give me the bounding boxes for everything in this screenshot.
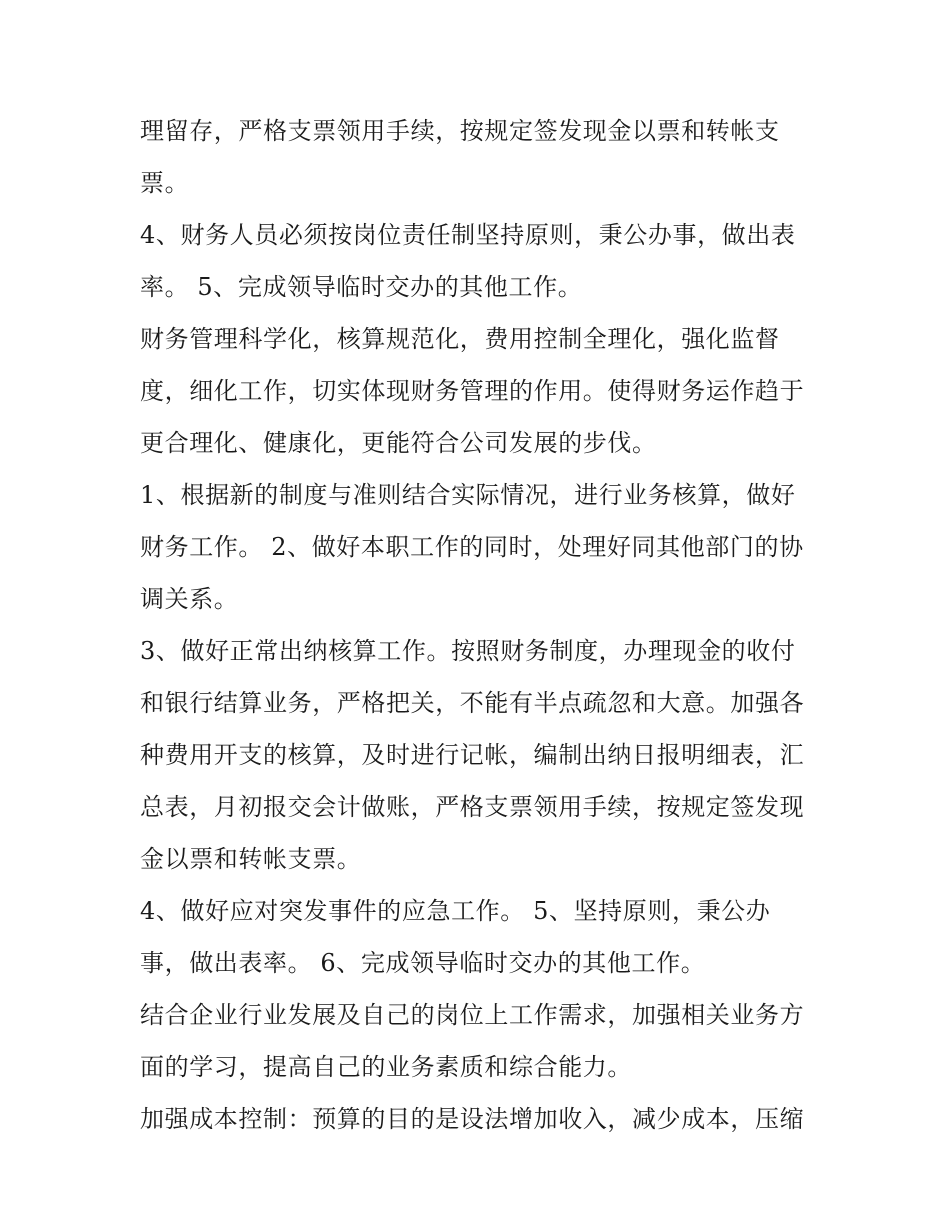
text-line: 面的学习，提高自己的业务素质和综合能力。 <box>140 1053 632 1081</box>
text-line: 总表，月初报交会计做账，严格支票领用手续，按规定签发现 <box>140 793 805 821</box>
text-line: 结合企业行业发展及自己的岗位上工作需求，加强相关业务方 <box>140 1001 805 1029</box>
text-line: 4、做好应对突发事件的应急工作。 5、坚持原则，秉公办 <box>140 897 771 925</box>
text-line: 票。 <box>140 169 190 197</box>
text-line: 4、财务人员必须按岗位责任制坚持原则，秉公办事，做出表 <box>140 221 796 249</box>
text-line: 调关系。 <box>140 585 239 613</box>
text-line: 金以票和转帐支票。 <box>140 845 362 873</box>
text-line: 度，细化工作，切实体现财务管理的作用。使得财务运作趋于 <box>140 377 805 405</box>
text-line: 种费用开支的核算，及时进行记帐，编制出纳日报明细表，汇 <box>140 741 805 769</box>
text-line: 事，做出表率。 6、完成领导临时交办的其他工作。 <box>140 949 706 977</box>
text-line: 更合理化、健康化，更能符合公司发展的步伐。 <box>140 429 657 457</box>
text-line: 率。 5、完成领导临时交办的其他工作。 <box>140 273 583 301</box>
text-line: 理留存，严格支票领用手续，按规定签发现金以票和转帐支 <box>140 117 780 145</box>
text-line: 加强成本控制：预算的目的是设法增加收入，减少成本，压缩 <box>140 1105 805 1133</box>
text-line: 财务工作。 2、做好本职工作的同时，处理好同其他部门的协 <box>140 533 804 561</box>
text-line: 1、根据新的制度与准则结合实际情况，进行业务核算，做好 <box>140 481 796 509</box>
text-line: 3、做好正常出纳核算工作。按照财务制度，办理现金的收付 <box>140 637 796 665</box>
text-line: 和银行结算业务，严格把关，不能有半点疏忽和大意。加强各 <box>140 689 805 717</box>
text-line: 财务管理科学化，核算规范化，费用控制全理化，强化监督 <box>140 325 780 353</box>
document-body <box>140 108 820 1148</box>
